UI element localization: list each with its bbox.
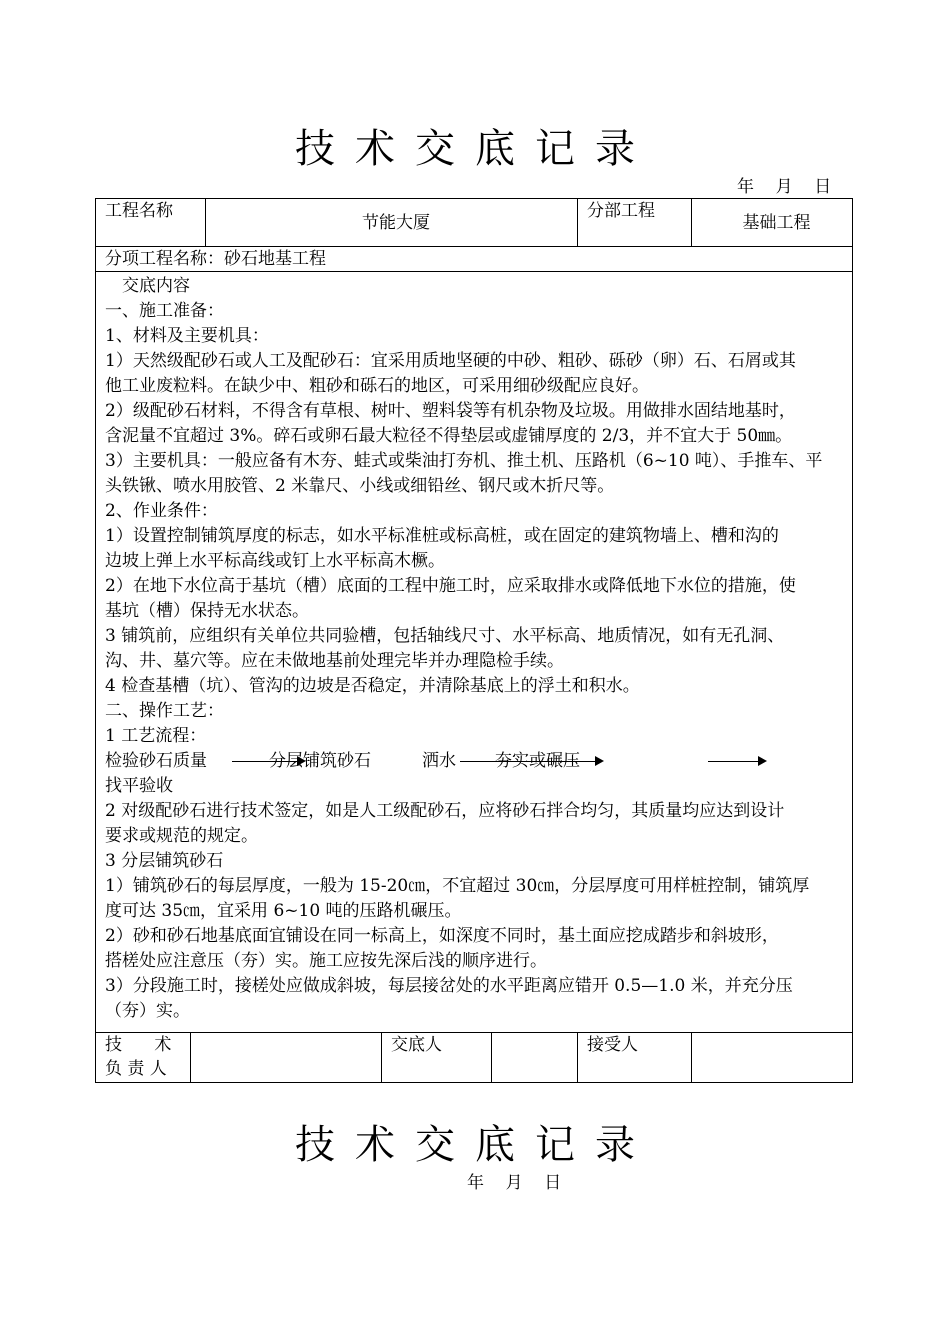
disclosure-content <box>96 272 853 1033</box>
content-line: 2、作业条件： <box>105 501 218 521</box>
content-line: 2）砂和砂石地基底面宜铺设在同一标高上，如深度不同时，基土面应挖成踏步和斜坡形， <box>105 926 779 946</box>
project-name-label: 工程名称 <box>96 199 206 247</box>
content-line: 4 检查基槽（坑）、管沟的边坡是否稳定，并清除基底上的浮土和积水。 <box>105 676 640 696</box>
content-line: 度可达 35㎝，宜采用 6~10 吨的压路机碾压。 <box>105 901 462 921</box>
tech-lead-label: 技 术 负 责 人 <box>96 1033 191 1083</box>
content-line: 头铁锹、喷水用胶管、2 米靠尺、小线或细铅丝、钢尺或木折尺等。 <box>105 476 615 496</box>
receiver-label: 接受人 <box>578 1033 692 1083</box>
content-line: 2）在地下水位高于基坑（槽）底面的工程中施工时，应采取排水或降低地下水位的措施，使 <box>105 576 796 596</box>
content-line: 3）主要机具：一般应备有木夯、蛙式或柴油打夯机、推土机、压路机（6~10 吨）、手推车、平 <box>105 451 823 471</box>
record-date: 年 月 日 <box>737 177 832 197</box>
page-title: 技术交底记录 <box>295 126 655 172</box>
content-line: 含泥量不宜超过 3%。碎石或卵石最大粒径不得垫层或虚铺厚度的 2/3，并不宜大于 50㎜。 <box>105 426 793 446</box>
division-label: 分部工程 <box>578 199 692 247</box>
discloser-label: 交底人 <box>382 1033 492 1083</box>
receiver-signature[interactable] <box>692 1033 853 1083</box>
content-line: （夯）实。 <box>105 1001 190 1021</box>
flow-step-layering: 分层铺筑砂石 <box>269 751 371 771</box>
page-title-repeat: 技术交底记录 <box>295 1122 655 1168</box>
flow-step-inspect: 检验砂石质量 <box>105 751 207 771</box>
content-line: 1 工艺流程： <box>105 726 207 746</box>
discloser-signature[interactable] <box>492 1033 578 1083</box>
content-line: 1、材料及主要机具： <box>105 326 269 346</box>
content-line: 他工业废粒料。在缺少中、粗砂和砾石的地区，可采用细砂级配应良好。 <box>105 376 649 396</box>
content-line: 3）分段施工时，接槎处应做成斜坡，每层接岔处的水平距离应错开 0.5—1.0 米，并充分压 <box>105 976 793 996</box>
record-table <box>95 198 853 1083</box>
flow-step-leveling: 找平验收 <box>105 776 173 796</box>
content-line: 二、操作工艺： <box>105 701 224 721</box>
subitem-name: 分项工程名称：砂石地基工程 <box>96 247 853 272</box>
content-line: 3 分层铺筑砂石 <box>105 851 224 871</box>
content-line: 边坡上弹上水平标高线或钉上水平标高木橛。 <box>105 551 445 571</box>
content-line: 1）铺筑砂石的每层厚度，一般为 15-20㎝，不宜超过 30㎝，分层厚度可用样桩控制，铺筑厚 <box>105 876 810 896</box>
process-flow <box>105 749 844 774</box>
content-line: 1）天然级配砂石或人工及配砂石：宜采用质地坚硬的中砂、粗砂、砾砂（卵）石、石屑或其 <box>105 351 796 371</box>
flow-step-compacting: 夯实或碾压 <box>495 751 580 771</box>
flow-arrow-icon <box>708 761 765 762</box>
content-line: 2 对级配砂石进行技术签定，如是人工级配砂石，应将砂石拌合均匀，其质量均应达到设计 <box>105 801 785 821</box>
content-line: 沟、井、墓穴等。应在未做地基前处理完毕并办理隐检手续。 <box>105 651 564 671</box>
content-line: 搭槎处应注意压（夯）实。施工应按先深后浅的顺序进行。 <box>105 951 547 971</box>
content-line: 要求或规范的规定。 <box>105 826 258 846</box>
content-line: 基坑（槽）保持无水状态。 <box>105 601 309 621</box>
content-line: 2）级配砂石材料，不得含有草根、树叶、塑料袋等有机杂物及垃圾。用做排水固结地基时， <box>105 401 796 421</box>
content-line: 一、施工准备： <box>105 301 224 321</box>
content-line: 1）设置控制铺筑厚度的标志，如水平标准桩或标高桩，或在固定的建筑物墙上、槽和沟的 <box>105 526 779 546</box>
project-name-value: 节能大厦 <box>206 199 578 247</box>
content-heading: 交底内容 <box>122 276 190 296</box>
flow-step-watering: 洒水 <box>422 751 456 771</box>
tech-lead-signature[interactable] <box>191 1033 382 1083</box>
content-line: 3 铺筑前，应组织有关单位共同验槽，包括轴线尺寸、水平标高、地质情况，如有无孔洞、 <box>105 626 785 646</box>
record-date-repeat: 年 月 日 <box>467 1173 562 1193</box>
division-value: 基础工程 <box>692 199 853 247</box>
